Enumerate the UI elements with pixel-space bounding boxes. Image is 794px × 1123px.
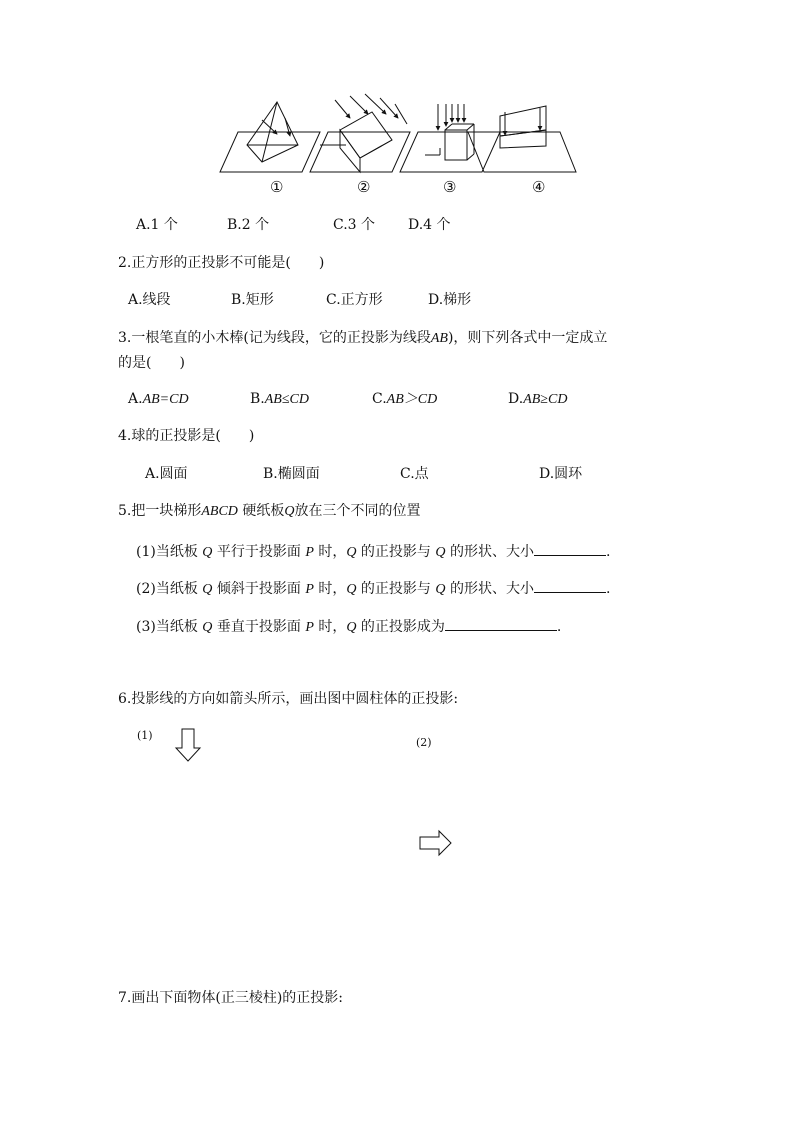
figure-label-1: ① — [270, 178, 284, 196]
q3-option-d-prefix: D. — [508, 391, 524, 407]
q5-p2-var-q: Q — [202, 582, 213, 597]
q6-stem: 6.投影线的方向如箭头所示，画出图中圆柱体的正投影: — [118, 691, 459, 707]
figure-label-4: ④ — [532, 178, 546, 196]
q5-p2-var-q2: Q — [346, 582, 357, 597]
q2-option-c: C.正方形 — [326, 292, 383, 308]
q2-stem: 2.正方形的正投影不可能是( ) — [118, 255, 325, 271]
down-arrow-icon — [176, 729, 200, 761]
q5-p3-text-a: (3)当纸板 — [136, 619, 198, 635]
q5-p3-var-p: P — [305, 620, 314, 635]
q3-option-d-expr: AB≥CD — [523, 392, 568, 407]
q7-stem: 7.画出下面物体(正三棱柱)的正投影: — [118, 990, 343, 1006]
q4-option-d: D.圆环 — [539, 466, 583, 482]
q5-p3-text-b: 垂直于投影面 — [216, 619, 301, 635]
q5-stem-text-c: 放在三个不同的位置 — [294, 503, 421, 519]
q4-option-a: A.圆面 — [145, 466, 188, 482]
q5-stem-text-b: 硬纸板 — [242, 503, 285, 519]
q6-label-2: (2) — [416, 736, 432, 749]
q3-option-b-expr: AB≤CD — [264, 392, 309, 407]
q5-p3-text-c: 时， — [318, 619, 347, 635]
q4-option-b: B.椭圆面 — [263, 466, 320, 482]
q5-var-abcd: ABCD — [201, 504, 238, 519]
q5-p2-var-q3: Q — [435, 582, 446, 597]
q5-p1-var-p: P — [305, 545, 314, 560]
q5-p1-text-d: 的正投影与 — [360, 544, 431, 560]
q5-stem-text-a: 5.把一块梯形 — [118, 503, 202, 519]
q5-p3-text-d: 的正投影成为 — [360, 619, 445, 635]
q5-p2-var-p: P — [305, 582, 314, 597]
figure-label-2: ② — [357, 178, 371, 196]
q5-p2-text-c: 时， — [318, 581, 347, 597]
q5-p1-period: . — [605, 544, 611, 560]
q2-option-d: D.梯形 — [428, 292, 472, 308]
q3-option-a-prefix: A. — [128, 391, 143, 407]
figure-label-3: ③ — [443, 178, 457, 196]
q6-label-1: (1) — [137, 729, 153, 742]
q5-p3-period: . — [556, 619, 562, 635]
q1-option-b: B.2 个 — [227, 217, 270, 233]
q2-option-a: A.线段 — [128, 292, 171, 308]
q5-p1-var-q2: Q — [346, 545, 357, 560]
q5-p1-text-e: 的形状、大小 — [449, 544, 534, 560]
q3-option-c-expr: AB＞CD — [386, 392, 438, 407]
q4-option-c: C.点 — [400, 466, 429, 482]
q5-p2-text-d: 的正投影与 — [360, 581, 431, 597]
q2-option-b: B.矩形 — [231, 292, 274, 308]
q1-option-a: A.1 个 — [136, 217, 178, 233]
q3-option-c-prefix: C. — [372, 391, 387, 407]
q3-option-b-prefix: B. — [250, 391, 265, 407]
q3-option-a-expr: AB=CD — [142, 392, 189, 407]
q1-option-d: D.4 个 — [408, 217, 451, 233]
q4-stem: 4.球的正投影是( ) — [118, 428, 255, 444]
q3-var-ab: AB — [430, 331, 448, 346]
right-arrow-icon — [420, 831, 451, 855]
q3-stem-text-b: )，则下列各式中一定成立 — [447, 330, 608, 346]
q5-p2-text-b: 倾斜于投影面 — [216, 581, 301, 597]
q5-p1-text-b: 平行于投影面 — [216, 544, 301, 560]
q5-p1-var-q3: Q — [435, 545, 446, 560]
q3-stem-text-a: 3.一根笔直的小木棒(记为线段，它的正投影为线段 — [118, 330, 431, 346]
q3-stem-line2: 的是( ) — [118, 355, 185, 371]
q5-p1-var-q: Q — [202, 545, 213, 560]
q5-p2-text-e: 的形状、大小 — [449, 581, 534, 597]
q5-p2-text-a: (2)当纸板 — [136, 581, 198, 597]
q5-p2-period: . — [605, 581, 611, 597]
q5-var-q: Q — [284, 504, 295, 519]
q5-p1-text-c: 时， — [318, 544, 347, 560]
q5-p1-text-a: (1)当纸板 — [136, 544, 198, 560]
q1-option-c: C.3 个 — [333, 217, 376, 233]
q5-p3-var-q2: Q — [346, 620, 357, 635]
q5-p3-var-q: Q — [202, 620, 213, 635]
